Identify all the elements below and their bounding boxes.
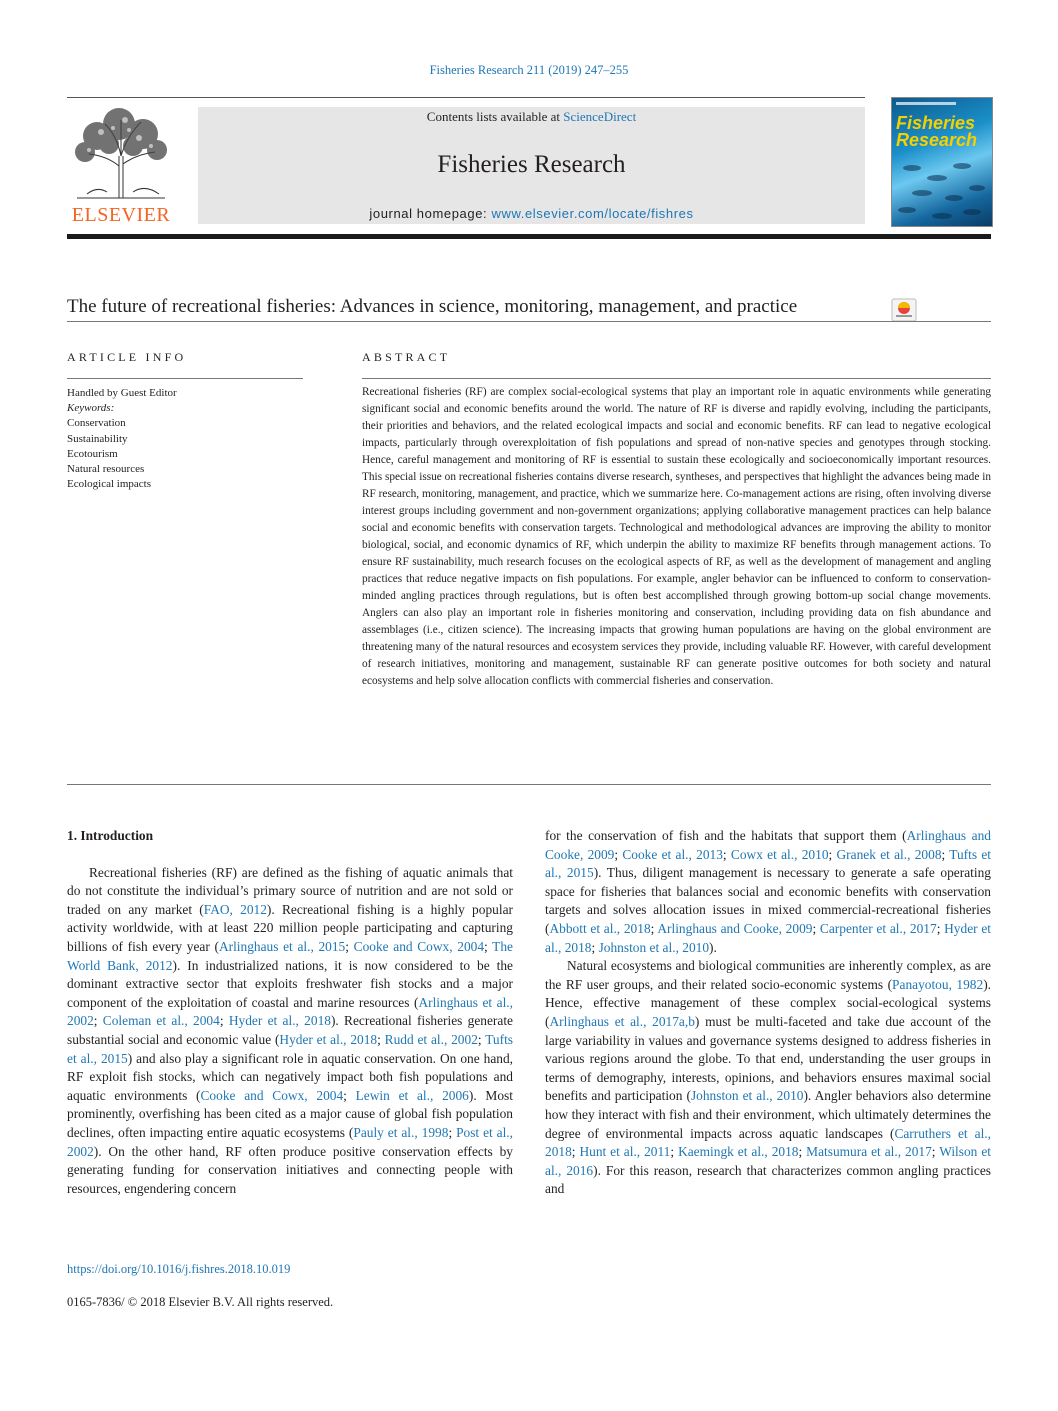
keyword: Ecotourism xyxy=(67,447,118,460)
citation-link[interactable]: Arlinghaus et al., 2002 xyxy=(67,994,513,1029)
citation-link[interactable]: Tufts et al., 2015 xyxy=(545,846,992,881)
keyword: Conservation xyxy=(67,417,126,430)
keywords-label: Keywords: xyxy=(67,402,115,415)
section-heading-introduction: 1. Introduction xyxy=(67,828,154,843)
citation-link[interactable]: Arlinghaus et al., 2017a,b xyxy=(549,1013,695,1029)
citation-link[interactable]: Coleman et al., 2004 xyxy=(102,1013,220,1029)
body-column-right xyxy=(545,827,991,1199)
citation-link[interactable]: Hyder et al., 2018 xyxy=(545,920,991,955)
citation-link[interactable]: Panayotou, 1982 xyxy=(892,976,984,992)
citation-link[interactable]: Wilson et al., 2016 xyxy=(545,1144,991,1178)
elsevier-tree-icon xyxy=(67,106,175,202)
journal-cover-image[interactable] xyxy=(891,97,993,227)
check-for-updates-icon[interactable] xyxy=(891,298,917,322)
citation-link[interactable]: Abbott et al., 2018 xyxy=(549,920,651,936)
citation-link[interactable]: Arlinghaus and Cooke, 2009 xyxy=(657,920,813,936)
homepage-link[interactable]: www.elsevier.com/locate/fishres xyxy=(491,206,694,221)
contents-line xyxy=(198,109,865,125)
journal-header-box xyxy=(198,107,865,224)
header-thick-divider xyxy=(67,234,991,239)
homepage-line xyxy=(198,206,865,221)
citation-link[interactable]: Johnston et al., 2010 xyxy=(690,1088,804,1104)
keyword: Natural resources xyxy=(67,463,145,476)
body-column-left xyxy=(67,827,513,1198)
article-info-heading: ARTICLE INFO xyxy=(67,350,187,364)
cover-title: Fisheries Research xyxy=(896,113,978,150)
copyright-notice: 0165-7836/ © 2018 Elsevier B.V. All rights reserved. xyxy=(67,1295,334,1309)
citation-link[interactable]: Hyder et al., 2018 xyxy=(228,1013,331,1029)
citation-link[interactable]: Cooke and Cowx, 2004 xyxy=(200,1087,344,1103)
journal-name: Fisheries Research xyxy=(437,151,626,178)
citation-link[interactable]: Lewin et al., 2006 xyxy=(355,1087,469,1103)
article-title: The future of recreational fisheries: Advances in science, monitoring, management, and practice xyxy=(67,296,798,317)
citation-link[interactable]: Johnston et al., 2010 xyxy=(598,939,710,955)
top-divider xyxy=(67,97,865,98)
citation-link[interactable]: Hunt et al., 2011 xyxy=(579,1144,671,1160)
elsevier-wordmark: ELSEVIER xyxy=(71,204,171,226)
citation-link[interactable]: Arlinghaus et al., 2015 xyxy=(218,938,346,954)
citation-link[interactable]: The World Bank, 2012 xyxy=(67,938,513,973)
citation-link[interactable]: Pauly et al., 1998 xyxy=(353,1124,449,1140)
contents-prefix: Contents lists available at xyxy=(426,109,564,124)
sciencedirect-link[interactable]: ScienceDirect xyxy=(563,109,637,124)
article-info-list xyxy=(67,386,177,492)
citation-link[interactable]: Hyder et al., 2018 xyxy=(279,1031,378,1047)
intro-paragraph-continued: for the conservation of fish and the habitats that support them (Arlinghaus and Cooke, 2009; Cooke et al., 2013; Cowx et al., 2010; Granek et al., 2008; Tufts et al., 2015). Thus, diligent management is necessary to generate a safe operating space for fisheries that balances social and economic benefits with conservation targets and solves allocation issues in mixed commercial-recreational fisheries (Abbott et al., 2018; Arlinghaus and Cooke, 2009; Carpenter et al., 2017; Hyder et al., 2018; Johnston et al., 2010). xyxy=(545,828,992,955)
citation-link[interactable]: Rudd et al., 2002 xyxy=(384,1031,478,1047)
handled-by: Handled by Guest Editor xyxy=(67,387,177,399)
citation-link[interactable]: Carruthers et al., 2018 xyxy=(545,1125,991,1160)
fish-school-icon xyxy=(892,98,992,226)
citation-link[interactable]: Kaemingk et al., 2018 xyxy=(678,1144,799,1160)
citation-link[interactable]: Matsumura et al., 2017 xyxy=(806,1144,932,1160)
citation-link[interactable]: Tufts et al., 2015 xyxy=(67,1031,513,1066)
citation-link[interactable]: FAO, 2012 xyxy=(203,901,267,917)
citation-link[interactable]: Arlinghaus and Cooke, 2009 xyxy=(545,828,991,862)
citation-link[interactable]: Cooke and Cowx, 2004 xyxy=(353,938,485,954)
citation-link[interactable]: Granek et al., 2008 xyxy=(836,846,942,862)
abstract-heading: ABSTRACT xyxy=(362,350,451,364)
abstract-divider xyxy=(362,378,991,379)
homepage-prefix: journal homepage: xyxy=(369,206,492,221)
intro-paragraph: Natural ecosystems and biological communities are inherently complex, as are the RF user groups, and their related socio-economic systems (Panayotou, 1982). Hence, effective management of these complex social-ecological systems (Arlinghaus et al., 2017a,b) must be multi-faceted and take due account of the large variability in values and governance systems designed to address fisheries in various regions around the globe. To that end, understanding the user groups in terms of demography, interests, opinions, and behaviors ensures maximal social benefits and participation (Johnston et al., 2010). Angler behaviors also determine how they interact with fish and their environment, which ultimately determines the degree of environmental impacts across aquatic landscapes (Carruthers et al., 2018; Hunt et al., 2011; Kaemingk et al., 2018; Matsumura et al., 2017; Wilson et al., 2016). For this reason, research that characterizes common angling practices and xyxy=(545,958,992,1197)
citation-link[interactable]: Cowx et al., 2010 xyxy=(730,846,829,862)
citation-link[interactable]: Carpenter et al., 2017 xyxy=(819,920,937,936)
citation-link[interactable]: Cooke et al., 2013 xyxy=(622,846,723,862)
abstract-end-divider xyxy=(67,784,991,785)
citation-link[interactable]: Post et al., 2002 xyxy=(67,1124,514,1159)
article-info-divider xyxy=(67,378,303,379)
elsevier-logo[interactable] xyxy=(67,106,175,226)
keyword: Sustainability xyxy=(67,432,128,445)
title-divider xyxy=(67,321,991,322)
abstract-text: Recreational fisheries (RF) are complex social-ecological systems that play an important role in aquatic environments while generating significant social and economic benefits around the world. The nature of RF is diverse and rapidly evolving, including the participants, their priorities and behaviors, and the related ecological impacts and social and economic benefits. RF can lead to negative ecological impacts, particularly through overexploitation of fish populations and spread of non-native species and genotypes through stocking. Hence, careful management and monitoring of RF is essential to sustain these ecologically and socioeconomically important resources. This special issue on recreational fisheries contains diverse research, syntheses, and perspectives that highlight the advances being made in RF research, monitoring, management, and practice, which we summarize here. Co-management actions are rising, often involving diverse interest groups including government and non-government organizations; applying collaborative management practices can help balance social and economic benefits with conservation targets. Technological and methodological advances are improving the ability to monitor biological, social, and economic dynamics of RF, which underpin the ability to maximize RF benefits through management actions. To ensure RF sustainability, much research focuses on the ecological aspects of RF, as well as the development of management and angling practices that reduce negative impacts on fish populations. For example, angler behavior can be influenced to conform to conservation-minded angling practices through regulations, but is often best accomplished through growing bottom-up social change movements. Anglers can also play an important role in fisheries monitoring and conservation, including providing data on fish abundance and assemblages (i.e., citizen science). The increasing impacts that growing human populations are having on the global environment are threatening many of the natural resources and ecosystem services they provide, including valuable RF. However, with careful development of research initiatives, monitoring and management, sustainable RF can generate positive outcomes for both society and natural ecosystems and help solve allocation conflicts with commercial fisheries and conservation. xyxy=(362,386,991,687)
intro-paragraph: Recreational fisheries (RF) are defined as the fishing of aquatic animals that do not constitute the individual’s primary source of nutrition and are not sold or traded on any market (FAO, 2012). Recreational fishing is a highly popular activity worldwide, with at least 220 million people participating and capturing billions of fish every year (Arlinghaus et al., 2015; Cooke and Cowx, 2004; The World Bank, 2012). In industrialized nations, it is now considered to be the dominant extractive sector that exploits freshwater fish stocks and a major component of the exploitation of coastal and marine resources (Arlinghaus et al., 2002; Coleman et al., 2004; Hyder et al., 2018). Recreational fisheries generate substantial social and economic value (Hyder et al., 2018; Rudd et al., 2002; Tufts et al., 2015) and also play a significant role in aquatic conservation. On one hand, RF exploit fish stocks, which can negatively impact both fish populations and aquatic environments (Cooke and Cowx, 2004; Lewin et al., 2006). Most prominently, overfishing has been cited as a major cause of global fish population declines, often impacting entire aquatic ecosystems (Pauly et al., 1998; Post et al., 2002). On the other hand, RF often produce positive conservation effects by generating funding for conservation initiatives and connecting people with resources, engendering concern xyxy=(67,864,514,1196)
doi-link[interactable]: https://doi.org/10.1016/j.fishres.2018.10.019 xyxy=(67,1262,291,1276)
keyword: Ecological impacts xyxy=(67,478,151,491)
journal-citation[interactable]: Fisheries Research 211 (2019) 247–255 xyxy=(429,63,629,77)
